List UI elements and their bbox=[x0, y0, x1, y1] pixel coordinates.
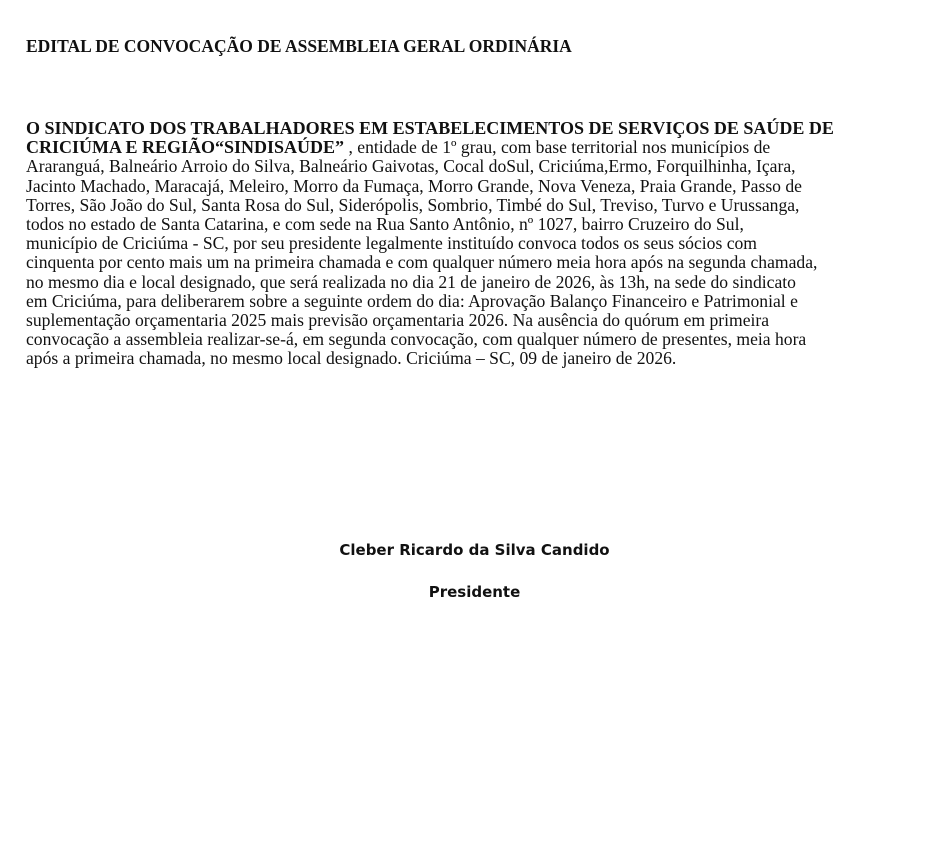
paragraph-line: todos no estado de Santa Catarina, e com sede na Rua Santo Antônio, nº 1027, bairro Cruzeiro do Sul, bbox=[26, 214, 744, 235]
paragraph-line: no mesmo dia e local designado, que será realizada no dia 21 de janeiro de 2026, às 13h, na sede do sindicato bbox=[26, 271, 796, 292]
convocation-paragraph bbox=[26, 119, 926, 369]
paragraph-line: O SINDICATO DOS TRABALHADORES EM ESTABELECIMENTOS DE SERVIÇOS DE SAÚDE DE bbox=[26, 118, 834, 138]
paragraph-line: em Criciúma, para deliberarem sobre a seguinte ordem do dia: Aprovação Balanço Financeiro e Patrimonial e bbox=[26, 290, 798, 311]
paragraph-line: convocação a assembleia realizar-se-á, em segunda convocação, com qualquer número de presentes, meia hora bbox=[26, 329, 807, 350]
paragraph-line: após a primeira chamada, no mesmo local designado. Criciúma – SC, 09 de janeiro de 2026. bbox=[26, 348, 677, 369]
paragraph-line: cinquenta por cento mais um na primeira chamada e com qualquer número meia hora após na segunda chamada, bbox=[26, 252, 818, 273]
document-title: EDITAL DE CONVOCAÇÃO DE ASSEMBLEIA GERAL ORDINÁRIA bbox=[26, 36, 572, 56]
paragraph-line: suplementação orçamentaria 2025 mais previsão orçamentaria 2026. Na ausência do quórum em primeira bbox=[26, 310, 770, 331]
paragraph-line bbox=[26, 138, 926, 157]
paragraph-line: Araranguá, Balneário Arroio do Silva, Balneário Gaivotas, Cocal doSul, Criciúma,Ermo, Forquilhinha, Içara, bbox=[26, 156, 796, 177]
paragraph-text: , entidade de 1º grau, com base territorial nos municípios de bbox=[344, 137, 771, 158]
signatory-name: Cleber Ricardo da Silva Candido bbox=[339, 541, 610, 559]
paragraph-line: Jacinto Machado, Maracajá, Meleiro, Morro da Fumaça, Morro Grande, Nova Veneza, Praia Grande, Passo de bbox=[26, 175, 802, 196]
signatory-role: Presidente bbox=[428, 583, 521, 601]
union-name: CRICIÚMA E REGIÃO“SINDISAÚDE” bbox=[26, 137, 345, 158]
paragraph-line: município de Criciúma - SC, por seu presidente legalmente instituído convoca todos os seus sócios com bbox=[26, 233, 757, 254]
paragraph-line: Torres, São João do Sul, Santa Rosa do Sul, Siderópolis, Sombrio, Timbé do Sul, Treviso, Turvo e Urussanga, bbox=[26, 194, 800, 215]
